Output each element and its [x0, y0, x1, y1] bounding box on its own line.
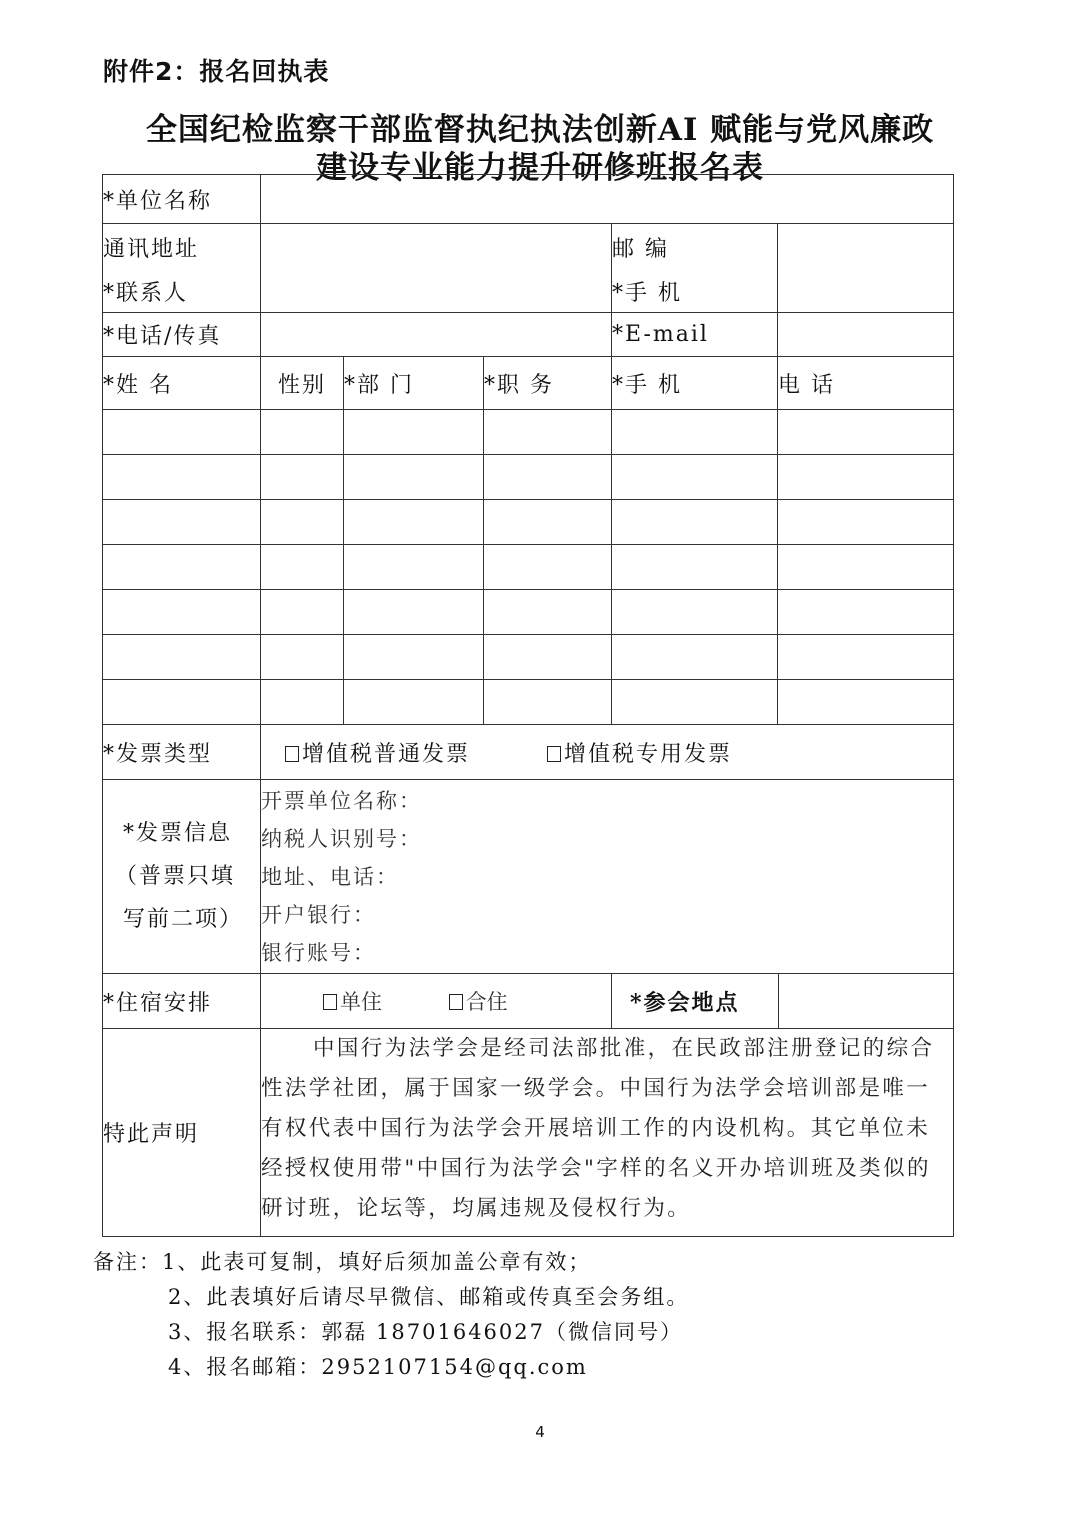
- form-title-line2: 建设专业能力提升研修班报名表: [316, 150, 764, 186]
- invoice-option-general[interactable]: 增值税普通发票: [285, 742, 470, 767]
- cell[interactable]: [103, 635, 261, 680]
- mobile-label: *手 机: [612, 271, 778, 313]
- email-label: *E-mail: [612, 313, 778, 357]
- address-label: 通讯地址: [103, 224, 261, 271]
- mobile-field[interactable]: [778, 271, 954, 313]
- invoice-info-label-line: 写前二项）: [123, 907, 244, 932]
- accommodation-option-single[interactable]: 单住: [323, 990, 382, 1014]
- cell[interactable]: [103, 545, 261, 590]
- cell[interactable]: [261, 545, 344, 590]
- header-mobile: *手 机: [612, 357, 778, 410]
- participant-row: [103, 590, 954, 635]
- invoice-field-company: 开票单位名称：: [261, 788, 422, 813]
- cell[interactable]: [103, 590, 261, 635]
- participant-row: [103, 455, 954, 500]
- cell[interactable]: [778, 545, 954, 590]
- cell[interactable]: [484, 410, 612, 455]
- cell[interactable]: [778, 635, 954, 680]
- participant-rows: [103, 410, 954, 725]
- accommodation-option-shared[interactable]: 合住: [449, 990, 508, 1014]
- invoice-info-label-line: （普票只填: [115, 864, 236, 889]
- attachment-label: 附件2：报名回执表: [103, 57, 330, 86]
- notes-prefix: 备注：: [93, 1250, 162, 1274]
- cell[interactable]: [103, 500, 261, 545]
- cell[interactable]: [484, 680, 612, 725]
- form-title-line1: 全国纪检监察干部监督执纪执法创新AI 赋能与党风廉政: [145, 112, 935, 148]
- header-name: *姓 名: [103, 357, 261, 410]
- cell[interactable]: [344, 455, 484, 500]
- cell[interactable]: [612, 680, 778, 725]
- contact-label: *联系人: [103, 271, 261, 313]
- cell[interactable]: [484, 635, 612, 680]
- cell[interactable]: [261, 590, 344, 635]
- venue-field[interactable]: [779, 974, 953, 1028]
- participant-row: [103, 500, 954, 545]
- invoice-info-fields[interactable]: [261, 780, 954, 974]
- cell[interactable]: [103, 410, 261, 455]
- page-number: 4: [535, 1423, 545, 1441]
- cell[interactable]: [612, 545, 778, 590]
- cell[interactable]: [778, 410, 954, 455]
- cell[interactable]: [261, 455, 344, 500]
- cell[interactable]: [344, 635, 484, 680]
- note-item: 3、报名联系：郭磊 18701646027（微信同号）: [168, 1320, 684, 1344]
- invoice-field-taxid: 纳税人识别号：: [261, 826, 422, 851]
- cell[interactable]: [778, 590, 954, 635]
- header-phone: 电 话: [778, 357, 954, 410]
- email-field[interactable]: [778, 313, 954, 357]
- phone-fax-field[interactable]: [261, 313, 612, 357]
- participant-row: [103, 410, 954, 455]
- participant-row: [103, 545, 954, 590]
- cell[interactable]: [261, 500, 344, 545]
- declaration-text: 中国行为法学会是经司法部批准，在民政部注册登记的综合性法学社团，属于国家一级学会。中国行为法学会培训部是唯一有权代表中国行为法学会开展培训工作的内设机构。其它单位未经授权使用带"中国行为法学会"字样的名义开办培训班及类似的研讨班，论坛等，均属违规及侵权行为。: [261, 1029, 954, 1237]
- registration-table: [102, 174, 954, 1237]
- invoice-field-address-phone: 地址、电话：: [261, 864, 399, 889]
- declaration-label: 特此声明: [103, 1029, 261, 1237]
- invoice-field-account: 银行账号：: [261, 940, 376, 965]
- cell[interactable]: [261, 680, 344, 725]
- cell[interactable]: [484, 590, 612, 635]
- contact-field[interactable]: [261, 271, 612, 313]
- cell[interactable]: [612, 635, 778, 680]
- cell[interactable]: [778, 455, 954, 500]
- invoice-info-label-line: *发票信息: [123, 821, 233, 846]
- header-gender: 性别: [261, 357, 344, 410]
- cell[interactable]: [484, 545, 612, 590]
- cell[interactable]: [103, 455, 261, 500]
- cell[interactable]: [778, 680, 954, 725]
- notes: [93, 1245, 689, 1385]
- cell[interactable]: [103, 680, 261, 725]
- cell[interactable]: [344, 545, 484, 590]
- note-item: 2、此表填好后请尽早微信、邮箱或传真至会务组。: [168, 1285, 690, 1309]
- unit-name-field[interactable]: [261, 175, 954, 224]
- header-position: *职 务: [484, 357, 612, 410]
- checkbox-icon[interactable]: [547, 746, 561, 762]
- participant-row: [103, 635, 954, 680]
- invoice-type-label: *发票类型: [103, 725, 261, 780]
- checkbox-icon[interactable]: [323, 994, 337, 1010]
- unit-name-label: *单位名称: [103, 175, 261, 224]
- cell[interactable]: [612, 455, 778, 500]
- cell[interactable]: [261, 635, 344, 680]
- note-item: 1、此表可复制，填好后须加盖公章有效；: [162, 1250, 592, 1274]
- cell[interactable]: [261, 410, 344, 455]
- checkbox-icon[interactable]: [449, 994, 463, 1010]
- postcode-label: 邮 编: [612, 224, 778, 271]
- invoice-info-label: [103, 780, 261, 974]
- cell[interactable]: [344, 680, 484, 725]
- checkbox-icon[interactable]: [285, 746, 299, 762]
- cell[interactable]: [612, 410, 778, 455]
- cell[interactable]: [778, 500, 954, 545]
- cell[interactable]: [344, 410, 484, 455]
- cell[interactable]: [612, 500, 778, 545]
- cell[interactable]: [344, 590, 484, 635]
- note-item: 4、报名邮箱：2952107154@qq.com: [168, 1355, 588, 1379]
- invoice-option-special[interactable]: 增值税专用发票: [547, 742, 732, 767]
- participant-row: [103, 680, 954, 725]
- accommodation-label: *住宿安排: [103, 974, 261, 1029]
- header-department: *部 门: [344, 357, 484, 410]
- cell[interactable]: [484, 500, 612, 545]
- cell[interactable]: [612, 590, 778, 635]
- cell[interactable]: [344, 500, 484, 545]
- postcode-field[interactable]: [778, 224, 954, 271]
- cell[interactable]: [484, 455, 612, 500]
- venue-label: *参会地点: [612, 974, 779, 1028]
- invoice-field-bank: 开户银行：: [261, 902, 376, 927]
- address-field[interactable]: [261, 224, 612, 271]
- phone-fax-label: *电话/传真: [103, 313, 261, 357]
